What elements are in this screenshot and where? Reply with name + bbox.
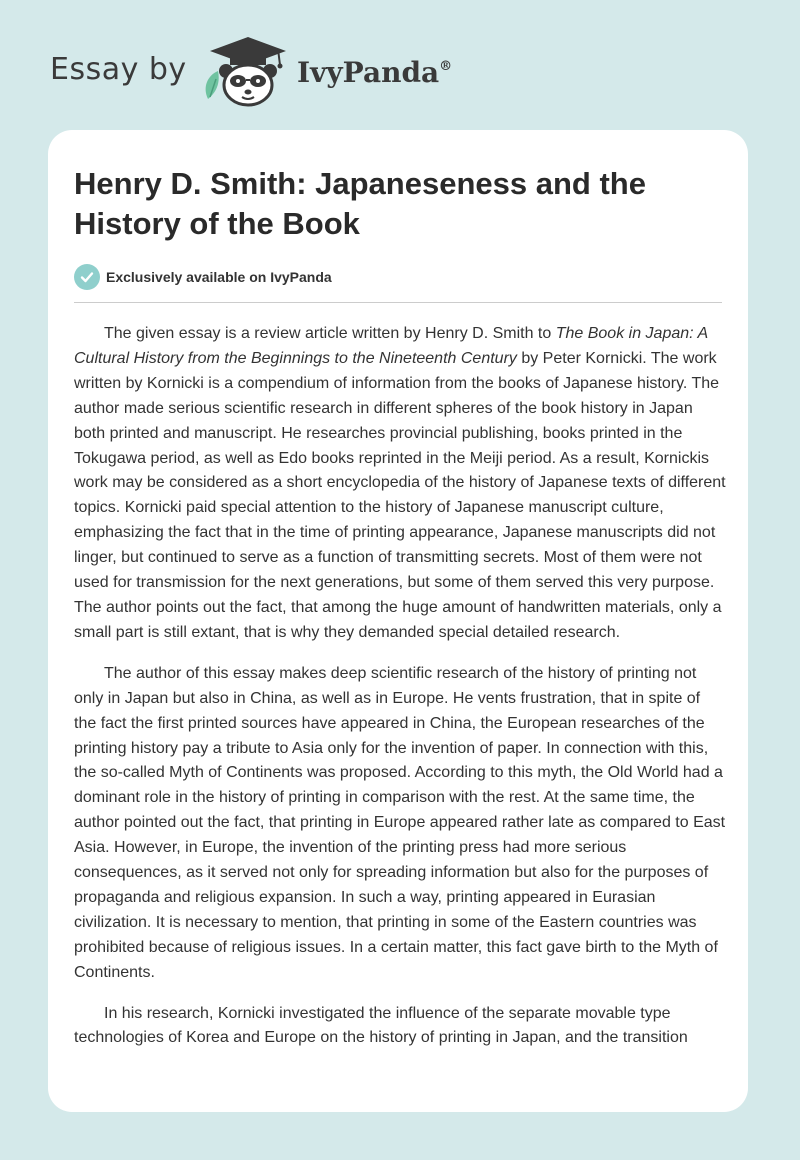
essay-title: Henry D. Smith: Japaneseness and the History of the Book: [74, 166, 646, 241]
site-header: [0, 0, 800, 120]
paragraph: The author of this essay makes deep scientific research of the history of printing not only in Japan but also in China, as well as in Europe. He vents frustration, that in spite of the fact the first printed sources have appeared in China, the European researches of the printing history pay a tribute to Asia only for the invention of paper. In connection with this, the so-called Myth of Continents was proposed. According to this myth, the Old World had a dominant role in the history of printing in comparison with the rest. At the same time, the author pointed out the fact, that printing in Europe appeared rather late as compared to East Asia. However, in Europe, the invention of the printing press had more serious consequences, as it served not only for spreading information but also for the purposes of propaganda and religious expansion. In such a way, printing appeared in Eurasian civilization. It is necessary to mention, that printing in some of the Eastern countries was prohibited because of religious issues. In a certain matter, this fact gave birth to the Myth of Continents.: [74, 664, 726, 981]
paragraph: The given essay is a review article written by Henry D. Smith to The Book in Japan: A Cultural History from the Beginnings to the Nineteenth Century by Peter Kornicki. The work written by Kornicki is a compendium of information from the books of Japanese history. The author made serious scientific research in different spheres of the book history in Japan both printed and manuscript. He researches provincial publishing, books printed in the Tokugawa period, as well as Edo books reprinted in the Meiji period. As a result, Kornickis work may be considered as a short encyclopedia of the history of Japanese texts of different topics. Kornicki paid special attention to the history of Japanese manuscript culture, emphasizing the fact that in the time of printing appearance, Japanese manuscripts did not linger, but continued to serve as a function of transmitting secrets. Most of them were not used for transmission for the next generations, but some of them served this very purpose. The author points out the fact, that among the huge amount of handwritten materials, only a small part is still extant, that is why they demanded special detailed research.: [74, 325, 726, 641]
brand-name[interactable]: IvyPanda®: [297, 56, 453, 89]
book-title: The Book in Japan: A Cultural History from the Beginnings to the Nineteenth Century: [74, 325, 708, 367]
divider: [74, 302, 722, 303]
essay-card: [48, 130, 748, 1112]
essay-body: [74, 322, 726, 1067]
paragraph: In his research, Kornicki investigated the influence of the separate movable type technologies of Korea and Europe on the history of printing in Japan, and the transition: [74, 1004, 688, 1047]
badge-label: Exclusively available on IvyPanda: [106, 269, 332, 285]
check-icon: [74, 264, 100, 290]
brand-prefix: Essay by: [50, 52, 187, 87]
exclusive-badge: [74, 264, 332, 290]
trademark-symbol: ®: [439, 58, 453, 74]
panda-mascot-icon: [200, 35, 296, 107]
